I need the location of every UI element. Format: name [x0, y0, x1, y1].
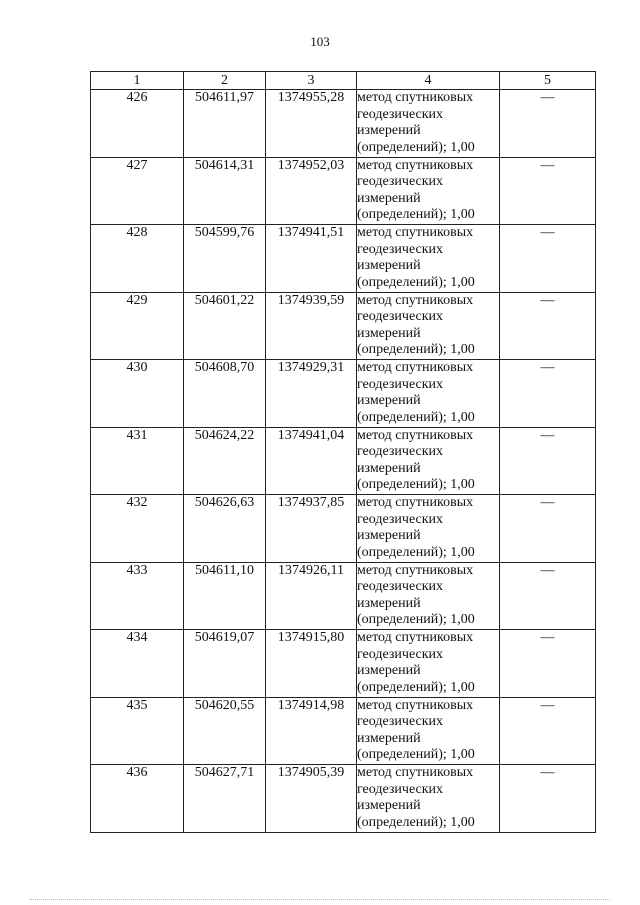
x-coordinate: 504608,70 — [184, 360, 266, 428]
point-number: 431 — [91, 427, 184, 495]
header-col-5: 5 — [500, 72, 596, 90]
y-coordinate: 1374905,39 — [266, 765, 357, 833]
table-row — [91, 630, 596, 698]
table-row — [91, 765, 596, 833]
table-row — [91, 292, 596, 360]
method-description: метод спутниковых геодезических измерений (определений); 1,00 — [357, 225, 500, 293]
table-row — [91, 562, 596, 630]
header-col-1: 1 — [91, 72, 184, 90]
header-col-4: 4 — [357, 72, 500, 90]
x-coordinate: 504599,76 — [184, 225, 266, 293]
point-number: 434 — [91, 630, 184, 698]
y-coordinate: 1374955,28 — [266, 90, 357, 158]
x-coordinate: 504626,63 — [184, 495, 266, 563]
table-row — [91, 90, 596, 158]
note-dash: — — [500, 495, 596, 563]
header-col-3: 3 — [266, 72, 357, 90]
point-number: 436 — [91, 765, 184, 833]
note-dash: — — [500, 292, 596, 360]
point-number: 430 — [91, 360, 184, 428]
x-coordinate: 504620,55 — [184, 697, 266, 765]
header-row — [91, 72, 596, 90]
table-row — [91, 157, 596, 225]
point-number: 429 — [91, 292, 184, 360]
y-coordinate: 1374952,03 — [266, 157, 357, 225]
x-coordinate: 504627,71 — [184, 765, 266, 833]
method-description: метод спутниковых геодезических измерений (определений); 1,00 — [357, 630, 500, 698]
method-description: метод спутниковых геодезических измерений (определений); 1,00 — [357, 697, 500, 765]
x-coordinate: 504611,10 — [184, 562, 266, 630]
table-row — [91, 697, 596, 765]
y-coordinate: 1374941,51 — [266, 225, 357, 293]
y-coordinate: 1374915,80 — [266, 630, 357, 698]
note-dash: — — [500, 630, 596, 698]
y-coordinate: 1374939,59 — [266, 292, 357, 360]
note-dash: — — [500, 90, 596, 158]
footer-divider — [30, 899, 610, 901]
y-coordinate: 1374941,04 — [266, 427, 357, 495]
note-dash: — — [500, 562, 596, 630]
y-coordinate: 1374926,11 — [266, 562, 357, 630]
note-dash: — — [500, 765, 596, 833]
y-coordinate: 1374937,85 — [266, 495, 357, 563]
table-row — [91, 225, 596, 293]
note-dash: — — [500, 360, 596, 428]
x-coordinate: 504614,31 — [184, 157, 266, 225]
coordinates-table — [90, 71, 596, 833]
note-dash: — — [500, 427, 596, 495]
page-number: 103 — [310, 34, 330, 49]
point-number: 427 — [91, 157, 184, 225]
x-coordinate: 504619,07 — [184, 630, 266, 698]
method-description: метод спутниковых геодезических измерений (определений); 1,00 — [357, 360, 500, 428]
y-coordinate: 1374914,98 — [266, 697, 357, 765]
point-number: 432 — [91, 495, 184, 563]
point-number: 435 — [91, 697, 184, 765]
table-row — [91, 427, 596, 495]
method-description: метод спутниковых геодезических измерений (определений); 1,00 — [357, 495, 500, 563]
method-description: метод спутниковых геодезических измерений (определений); 1,00 — [357, 427, 500, 495]
note-dash: — — [500, 697, 596, 765]
method-description: метод спутниковых геодезических измерений (определений); 1,00 — [357, 90, 500, 158]
method-description: метод спутниковых геодезических измерений (определений); 1,00 — [357, 292, 500, 360]
point-number: 428 — [91, 225, 184, 293]
method-description: метод спутниковых геодезических измерений (определений); 1,00 — [357, 562, 500, 630]
method-description: метод спутниковых геодезических измерений (определений); 1,00 — [357, 765, 500, 833]
x-coordinate: 504611,97 — [184, 90, 266, 158]
note-dash: — — [500, 225, 596, 293]
point-number: 426 — [91, 90, 184, 158]
x-coordinate: 504624,22 — [184, 427, 266, 495]
header-col-2: 2 — [184, 72, 266, 90]
point-number: 433 — [91, 562, 184, 630]
x-coordinate: 504601,22 — [184, 292, 266, 360]
method-description: метод спутниковых геодезических измерений (определений); 1,00 — [357, 157, 500, 225]
table-row — [91, 360, 596, 428]
table-row — [91, 495, 596, 563]
note-dash: — — [500, 157, 596, 225]
y-coordinate: 1374929,31 — [266, 360, 357, 428]
